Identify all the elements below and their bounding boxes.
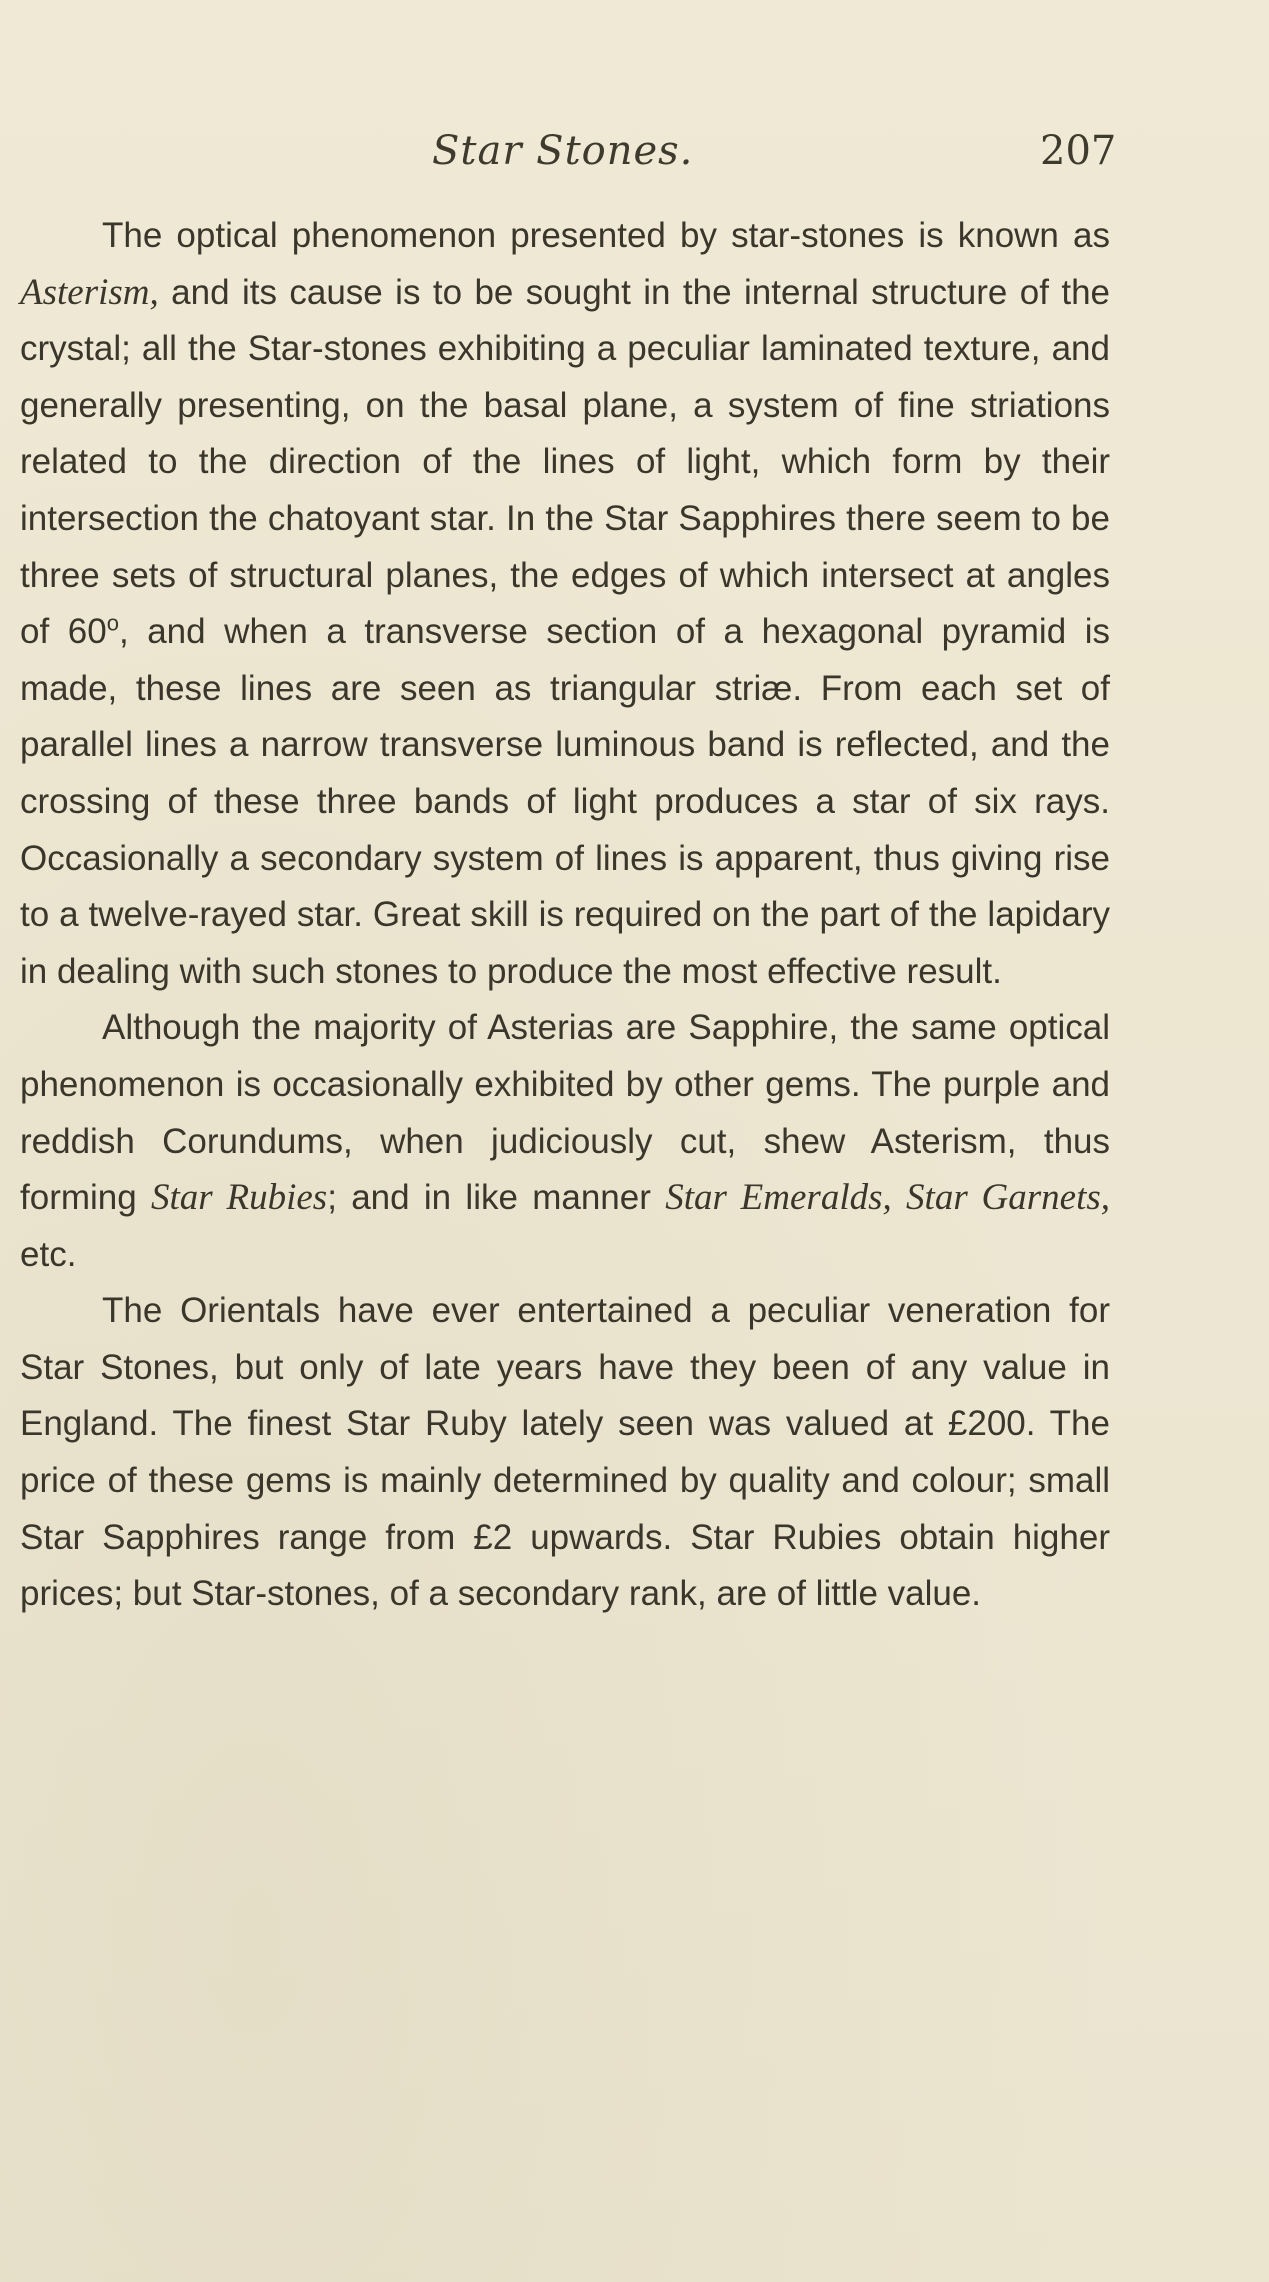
text-span: Although the majority of Asterias are Sapphire, the same optical phenomenon is occasionally exhibited by other gems. The purple and reddish Corundums, when judiciously cut, shew Asterism, thus forming — [20, 1008, 1110, 1218]
running-title: Star Stones. — [432, 128, 694, 174]
italic-term: Asterism, — [20, 271, 159, 313]
text-span: The Orientals have ever entertained a peculiar veneration for Star Stones, but only of late years have they been of any value in England. The finest Star Ruby lately seen was valued at £200. The price of these gems is mainly determined by quality and colour; small Star Sapphires range from £2 upwards. Star Rubies obtain higher prices; but Star-stones, of a secondary rank, are of little value. — [20, 1291, 1110, 1614]
italic-term: Star Garnets, — [906, 1177, 1111, 1219]
text-span: , and when a transverse section of a hexagonal pyramid is made, these lines are seen as triangular striæ. From each set of parallel lines a narrow transverse luminous band is reflected, and the crossing of these three bands of light produces a star of six rays. Occasionally a secondary system of lines is apparent, thus giving rise to a twelve-rayed star. Great skill is required on the part of the lapidary in dealing with such stones to produce the most effective result. — [20, 612, 1110, 991]
italic-term: Star Emeralds, — [665, 1177, 892, 1219]
page-number: 207 — [1040, 128, 1117, 174]
body-text — [20, 208, 1110, 1623]
text-span: The optical phenomenon presented by star-stones is known as — [102, 216, 1110, 255]
text-span — [892, 1178, 906, 1217]
paragraph-1 — [20, 208, 1110, 1000]
text-span: ; and in like manner — [327, 1178, 666, 1218]
degree-mark: o — [106, 610, 119, 636]
paragraph-2 — [20, 1000, 1110, 1283]
paragraph-3 — [20, 1283, 1110, 1623]
running-header — [0, 128, 1269, 188]
italic-term: Star Rubies — [151, 1177, 328, 1219]
text-span: and its cause is to be sought in the internal structure of the crystal; all the Star-stones exhibiting a peculiar laminated texture, and generally presenting, on the basal plane, a system of fine striations related to the direction of the lines of light, which form by their intersection the chatoyant star. In the Star Sapphires there seem to be three sets of structural planes, the edges of which intersect at angles of 60 — [20, 272, 1110, 652]
text-span: etc. — [20, 1234, 77, 1274]
